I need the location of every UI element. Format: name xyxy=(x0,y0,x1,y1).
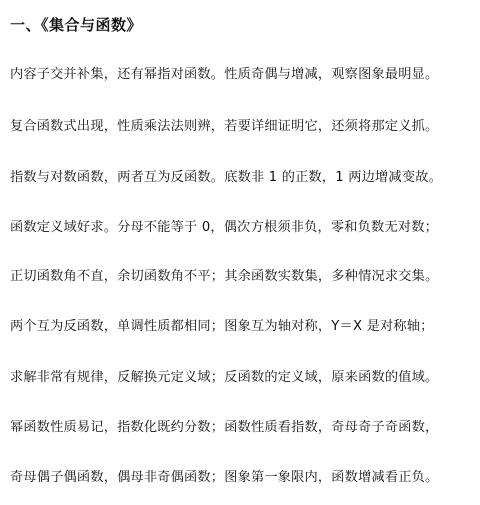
verse-line-9: 奇母偶子偶函数，偶母非奇偶函数；图象第一象限内，函数增减看正负。 xyxy=(10,470,439,485)
verse-line-5: 正切函数角不直，余切函数角不平；其余函数实数集，多种情况求交集。 xyxy=(10,269,439,284)
verse-line-6: 两个互为反函数，单调性质都相同；图象互为轴对称，Y＝X 是对称轴； xyxy=(10,319,434,334)
verse-line-8: 幂函数性质易记，指数化既约分数；函数性质看指数，奇母奇子奇函数， xyxy=(10,420,439,435)
verse-line-7: 求解非常有规律，反解换元定义域；反函数的定义域，原来函数的值域。 xyxy=(10,370,439,385)
verse-line-1: 内容子交并补集，还有幂指对函数。性质奇偶与增减，观察图象最明显。 xyxy=(10,67,439,82)
verse-line-3: 指数与对数函数，两者互为反函数。底数非 1 的正数，1 两边增减变故。 xyxy=(10,170,442,185)
section-heading: 一、《集合与函数》 xyxy=(10,16,143,34)
verse-line-2: 复合函数式出现，性质乘法法则辨，若要详细证明它，还须将那定义抓。 xyxy=(10,119,439,134)
verse-line-4: 函数定义域好求。分母不能等于 0，偶次方根须非负，零和负数无对数； xyxy=(10,220,438,235)
